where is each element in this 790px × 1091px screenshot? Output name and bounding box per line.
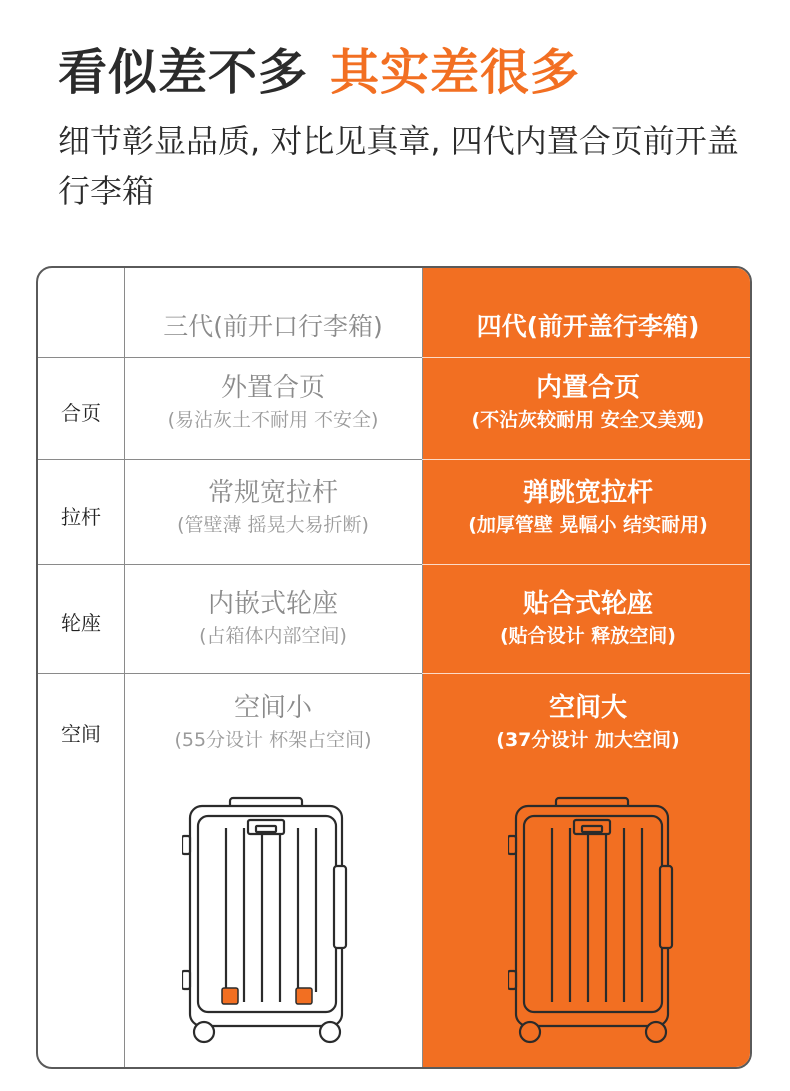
gen3-feature: 内嵌式轮座: [207, 589, 338, 619]
gen3-feature: 外置合页: [220, 373, 325, 403]
headline-part1: 看似差不多: [58, 44, 309, 101]
gen3-feature: 常规宽拉杆: [207, 478, 338, 508]
gen4-feature: 贴合式轮座: [522, 589, 653, 619]
headline-part2: 其实差很多: [330, 44, 581, 101]
gen3-feature: 空间小: [233, 693, 312, 723]
gen4-feature: 弹跳宽拉杆: [522, 478, 653, 508]
divider: [38, 564, 422, 565]
gen4-feature-note: (37分设计 加大空间): [496, 729, 680, 751]
gen3-feature-note: (55分设计 杯架占空间): [174, 729, 372, 751]
divider: [422, 357, 752, 358]
subtitle: 细节彰显品质, 对比见真章, 四代内置合页前开盖行李箱: [58, 122, 739, 210]
divider: [422, 673, 752, 674]
headline: [58, 34, 580, 104]
row-label-handle: 拉杆: [61, 505, 101, 529]
gen3-space-cell: [124, 691, 422, 755]
gen4-feature: 内置合页: [535, 373, 640, 403]
gen3-feature-note: (占箱体内部空间): [199, 625, 347, 647]
gen3-wheel-base-cell: [124, 587, 422, 651]
gen4-feature-note: (贴合设计 释放空间): [500, 625, 676, 647]
gen3-hinge-cell: [124, 371, 422, 435]
comparison-table: [36, 266, 752, 1069]
divider: [38, 459, 422, 460]
row-label-hinge: 合页: [61, 401, 101, 425]
gen4-feature: 空间大: [548, 693, 627, 723]
gen4-wheel-base-cell: [422, 587, 752, 651]
row-label-space: 空间: [61, 722, 101, 746]
column-header-gen3: 三代(前开口行李箱): [163, 312, 383, 341]
divider: [422, 459, 752, 460]
suitcase-icon-gen3: [182, 796, 352, 1048]
gen3-handle-cell: [124, 476, 422, 540]
gen3-feature-note: (管壁薄 摇晃大易折断): [177, 514, 369, 536]
gen3-feature-note: (易沾灰土不耐用 不安全): [167, 409, 379, 431]
gen4-hinge-cell: [422, 371, 752, 435]
divider: [422, 564, 752, 565]
suitcase-icon-gen4: [508, 796, 678, 1048]
gen4-handle-cell: [422, 476, 752, 540]
gen4-feature-note: (加厚管壁 晃幅小 结实耐用): [468, 514, 708, 536]
gen4-space-cell: [422, 691, 752, 755]
row-label-wheel-base: 轮座: [61, 611, 101, 635]
gen4-feature-note: (不沾灰较耐用 安全又美观): [471, 409, 705, 431]
divider: [38, 673, 422, 674]
divider: [38, 357, 422, 358]
column-header-gen4: 四代(前开盖行李箱): [476, 312, 700, 341]
